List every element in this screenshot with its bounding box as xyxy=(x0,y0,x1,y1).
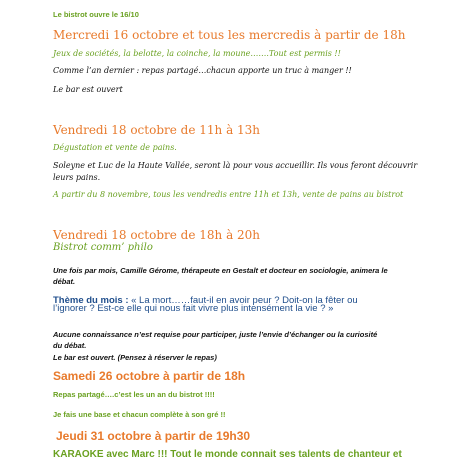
event-3-intro-line-1: Une fois par mois, Camille Gérome, thérapeute en Gestalt et docteur en sociologie, animera le xyxy=(53,266,388,275)
event-3-note-line-2: du débat. xyxy=(53,341,87,350)
event-2-subtitle: Dégustation et vente de pains. xyxy=(53,143,177,152)
event-3-theme-line-2: l’ignorer ? Est-ce elle qui nous fait vivre plus intensément la vie ? » xyxy=(53,303,334,314)
theme-label: Thème du mois : xyxy=(53,295,129,306)
event-2-title: Vendredi 18 octobre de 11h à 13h xyxy=(53,123,261,137)
event-1-meal: Comme l’an dernier : repas partagé…chacun apporte un truc à manger !! xyxy=(53,66,352,75)
event-1-bar: Le bar est ouvert xyxy=(53,85,123,94)
event-4-line-1: Repas partagé….c’est les un an du bistrot !!!! xyxy=(53,390,215,399)
event-1-title: Mercredi 16 octobre et tous les mercredis à partir de 18h xyxy=(53,28,406,42)
event-3-bar: Le bar est ouvert. (Pensez à réserver le repas) xyxy=(53,353,217,362)
event-5-title: Jeudi 31 octobre à partir de 19h30 xyxy=(56,429,251,443)
event-3-subtitle: Bistrot comm’ philo xyxy=(53,242,153,253)
event-2-note: A partir du 8 novembre, tous les vendredis entre 11h et 13h, vente de pains au bistrot xyxy=(53,190,404,199)
theme-text-1: « La mort……faut-il en avoir peur ? Doit-on la fêter ou xyxy=(128,295,358,306)
event-5-line-1: KARAOKE avec Marc !!! Tout le monde connait ses talents de chanteur et xyxy=(53,449,402,460)
event-4-title: Samedi 26 octobre à partir de 18h xyxy=(53,369,246,383)
opening-notice: Le bistrot ouvre le 16/10 xyxy=(53,10,139,19)
event-2-desc-line-1: Soleyne et Luc de la Haute Vallée, seront là pour vous accueillir. Ils vous feront découvrir xyxy=(53,161,418,170)
event-3-intro-line-2: débat. xyxy=(53,277,76,286)
event-2-desc-line-2: leurs pains. xyxy=(53,173,101,182)
event-1-games: Jeux de sociétés, la belotte, la coinche, la moune…….Tout est permis !! xyxy=(53,49,341,58)
event-3-title: Vendredi 18 octobre de 18h à 20h xyxy=(53,228,261,242)
event-3-note-line-1: Aucune connaissance n’est requise pour participer, juste l’envie d’échanger ou la curiosité xyxy=(53,330,378,339)
event-4-line-2: Je fais une base et chacun complète à son gré !! xyxy=(53,410,226,419)
